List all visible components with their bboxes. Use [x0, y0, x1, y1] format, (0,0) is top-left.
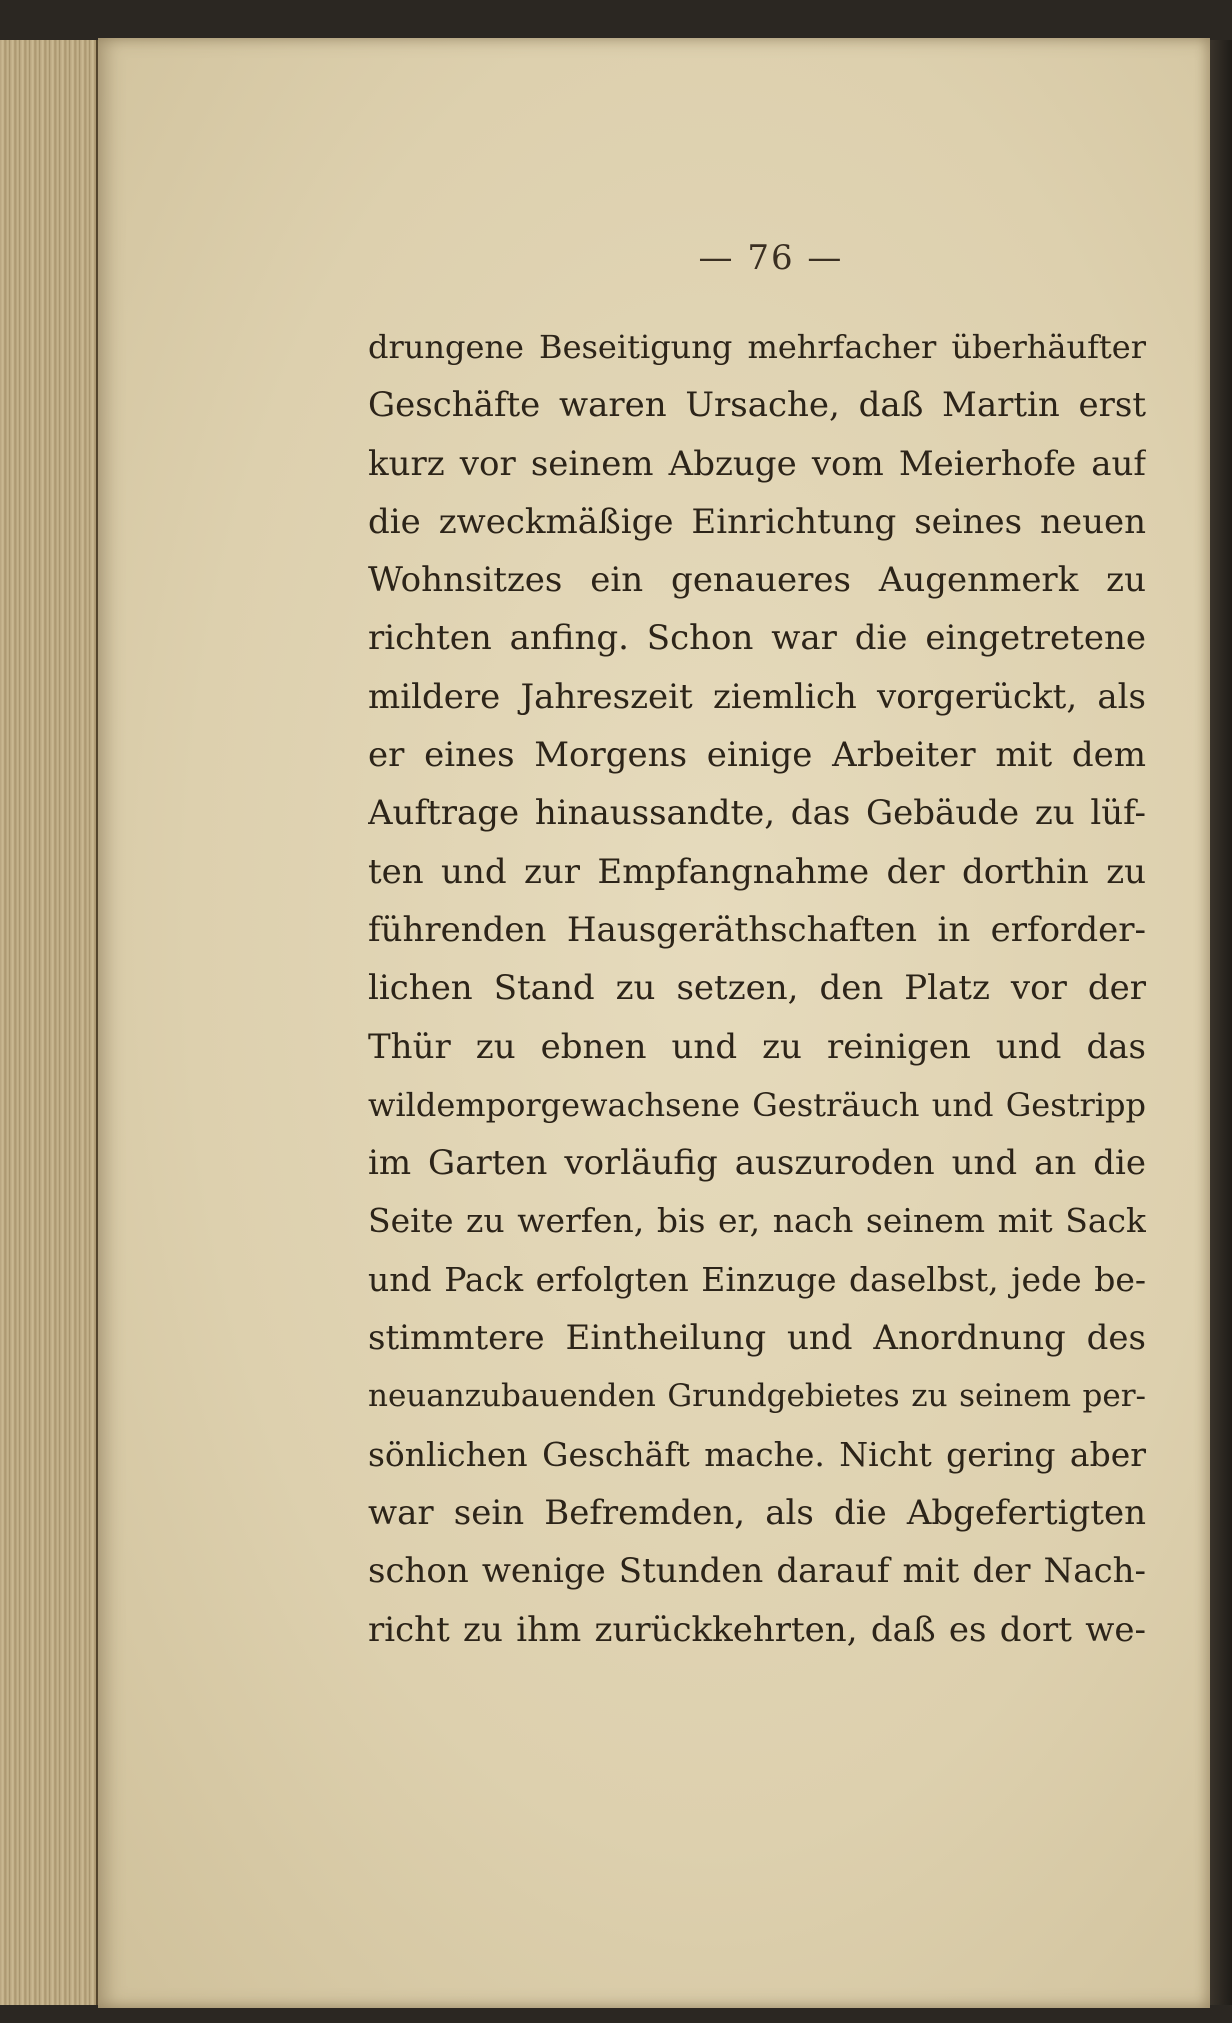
text-line: Thür zu ebnen und zu reinigen und das — [368, 1026, 1146, 1067]
text-line: Seite zu werfen, bis er, nach seinem mit Sack — [368, 1201, 1146, 1241]
text-line: neuanzubauenden Grundgebietes zu seinem per- — [368, 1378, 1146, 1415]
text-line: Auftrage hinaussandte, das Gebäude zu lüf- — [368, 793, 1146, 834]
page-body-text — [368, 318, 1146, 1659]
text-line: und Pack erfolgten Einzuge daselbst, jede be- — [368, 1259, 1146, 1299]
text-line: wildemporgewachsene Gesträuch und Gestripp — [368, 1085, 1146, 1124]
text-line: mildere Jahreszeit ziemlich vorgerückt, als — [368, 676, 1146, 717]
text-line: war sein Befremden, als die Abgefertigten — [368, 1492, 1146, 1533]
text-line: kurz vor seinem Abzuge vom Meierhofe auf — [368, 443, 1146, 484]
text-line: richten anfing. Schon war die eingetretene — [368, 618, 1146, 659]
text-line: führenden Hausgeräthschaften in erforder- — [368, 909, 1146, 950]
text-line: schon wenige Stunden darauf mit der Nach- — [368, 1551, 1146, 1592]
text-line: er eines Morgens einige Arbeiter mit dem — [368, 735, 1146, 776]
text-line: lichen Stand zu setzen, den Platz vor der — [368, 968, 1146, 1009]
text-line: stimmtere Eintheilung und Anordnung des — [368, 1318, 1146, 1359]
text-line: ten und zur Empfangnahme der dorthin zu — [368, 851, 1146, 892]
book-cover-edge — [1210, 40, 1232, 2005]
book-page-edges — [0, 40, 98, 2005]
text-line: richt zu ihm zurückkehrten, daß es dort we- — [368, 1609, 1146, 1650]
text-line: im Garten vorläufig auszuroden und an die — [368, 1143, 1146, 1184]
page-number: — 76 — — [698, 238, 844, 278]
text-line: Wohnsitzes ein genaueres Augenmerk zu — [368, 560, 1146, 601]
text-line: sönlichen Geschäft mache. Nicht gering aber — [368, 1434, 1146, 1474]
text-line: die zweckmäßige Einrichtung seines neuen — [368, 501, 1146, 542]
text-line: Geschäfte waren Ursache, daß Martin erst — [368, 385, 1146, 426]
text-line: drungene Beseitigung mehrfacher überhäufter — [368, 328, 1146, 366]
